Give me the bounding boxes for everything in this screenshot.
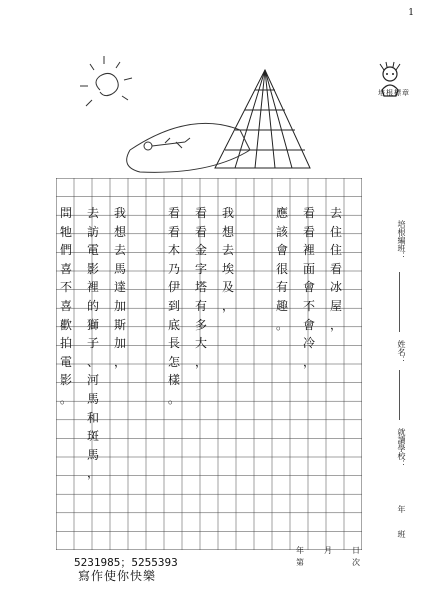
page-number: 1 xyxy=(408,8,414,18)
character-cell: 底 xyxy=(167,317,180,332)
character-cell: 和 xyxy=(86,410,99,425)
character-cell: 趣 xyxy=(275,299,288,313)
character-cell: 達 xyxy=(113,280,126,295)
character-cell: 會 xyxy=(302,280,315,295)
character-cell: 怎 xyxy=(167,354,180,369)
character-cell: 去 xyxy=(221,243,234,258)
character-cell: 長 xyxy=(167,336,180,351)
sun-drawing xyxy=(80,56,132,106)
character-cell: 伊 xyxy=(167,280,180,295)
character-cell: 看 xyxy=(329,261,342,276)
label-day: 日 xyxy=(352,546,360,555)
character-cell: 多 xyxy=(194,317,207,332)
character-cell: ， xyxy=(221,299,234,313)
character-cell: 、 xyxy=(86,354,99,369)
character-cell: 裡 xyxy=(302,243,315,258)
character-cell: 想 xyxy=(113,224,126,239)
character-cell: 斑 xyxy=(86,429,99,444)
label-name: 姓名： xyxy=(397,340,406,364)
character-cell: 去 xyxy=(86,206,99,220)
character-cell: ， xyxy=(113,354,126,369)
character-cell: 。 xyxy=(59,392,72,406)
character-cell: 子 xyxy=(86,336,99,351)
label-month: 月 xyxy=(324,546,332,555)
character-cell: 看 xyxy=(167,224,180,239)
character-cell: 歡 xyxy=(59,317,72,332)
character-cell: 有 xyxy=(275,280,288,295)
label-year-date: 年 xyxy=(296,546,304,555)
character-cell: 塔 xyxy=(194,280,207,295)
label-ordinal-ci: 次 xyxy=(352,558,360,567)
character-cell: 加 xyxy=(113,299,126,313)
character-cell: 金 xyxy=(194,243,207,258)
character-cell: 看 xyxy=(194,206,207,220)
character-cell: 看 xyxy=(302,206,315,220)
label-school: 就讀學校： xyxy=(397,428,406,468)
mascot-label: 培根標章 xyxy=(378,89,410,97)
character-cell: 看 xyxy=(302,224,315,239)
character-cell: 馬 xyxy=(113,261,126,276)
character-cell: 樣 xyxy=(167,373,180,388)
label-class-suffix: 班 xyxy=(397,530,406,538)
character-cell: 不 xyxy=(302,299,315,313)
character-cell: ， xyxy=(329,317,342,332)
character-cell: 冰 xyxy=(329,280,342,295)
label-year: 年 xyxy=(397,505,406,513)
character-cell: 電 xyxy=(59,354,72,369)
character-cell: 住 xyxy=(329,224,342,239)
character-cell: 。 xyxy=(167,392,180,406)
character-cell: 馬 xyxy=(86,447,99,462)
label-class: 培根編班： xyxy=(397,220,406,260)
character-cell: 木 xyxy=(167,243,180,258)
character-cell: 有 xyxy=(194,299,207,313)
character-cell: 看 xyxy=(194,224,207,239)
character-cell: 問 xyxy=(59,206,72,220)
character-cell: 的 xyxy=(86,299,99,313)
character-cell: 拍 xyxy=(59,336,72,351)
character-cell: 到 xyxy=(167,299,180,313)
character-cell: 及 xyxy=(221,280,234,295)
pyramid-drawing xyxy=(215,70,310,168)
character-cell: 想 xyxy=(221,224,234,239)
character-cell: 馬 xyxy=(86,392,99,406)
label-ordinal-di: 第 xyxy=(296,558,304,567)
character-cell: 乃 xyxy=(167,261,180,276)
footer-phone-code: 5231985；5255393 xyxy=(74,556,178,569)
character-cell: 喜 xyxy=(59,299,72,313)
character-cell: 我 xyxy=(113,206,126,220)
line-class xyxy=(399,272,400,332)
footer-slogan: 寫作使你快樂 xyxy=(78,569,157,583)
character-cell: 冷 xyxy=(302,336,315,351)
character-cell: 河 xyxy=(86,373,99,388)
character-cell: 訪 xyxy=(86,224,99,239)
character-cell: 我 xyxy=(221,206,234,220)
character-cell: 。 xyxy=(275,317,288,332)
character-cell: 電 xyxy=(86,243,99,258)
sleeping-person-drawing xyxy=(127,123,250,172)
character-cell: 埃 xyxy=(221,261,234,276)
character-cell: 看 xyxy=(167,206,180,220)
character-cell: 加 xyxy=(113,336,126,351)
character-cell: 去 xyxy=(329,206,342,220)
character-cell: 會 xyxy=(302,317,315,332)
student-drawing xyxy=(70,50,370,180)
character-cell: 不 xyxy=(59,280,72,295)
character-cell: 去 xyxy=(113,243,126,258)
character-cell: 裡 xyxy=(86,280,99,295)
character-cell: 會 xyxy=(275,243,288,258)
character-cell: 獅 xyxy=(86,317,99,332)
character-cell: 很 xyxy=(275,261,288,276)
character-cell: ， xyxy=(86,466,99,481)
character-cell: 喜 xyxy=(59,261,72,276)
character-cell: 屋 xyxy=(329,299,342,313)
character-cell: 大 xyxy=(194,336,207,351)
composition-body xyxy=(56,178,362,550)
character-cell: 影 xyxy=(59,373,72,388)
character-cell: 住 xyxy=(329,243,342,258)
line-name xyxy=(399,370,400,420)
character-cell: 牠 xyxy=(59,224,72,239)
character-cell: ， xyxy=(302,354,315,369)
character-cell: 應 xyxy=(275,206,288,220)
character-cell: 字 xyxy=(194,261,207,276)
character-cell: ， xyxy=(194,354,207,369)
character-cell: 影 xyxy=(86,261,99,276)
character-cell: 們 xyxy=(59,243,72,258)
character-cell: 斯 xyxy=(113,317,126,332)
character-cell: 面 xyxy=(302,261,315,276)
character-cell: 該 xyxy=(275,224,288,239)
mascot-stamp-icon xyxy=(370,50,410,110)
